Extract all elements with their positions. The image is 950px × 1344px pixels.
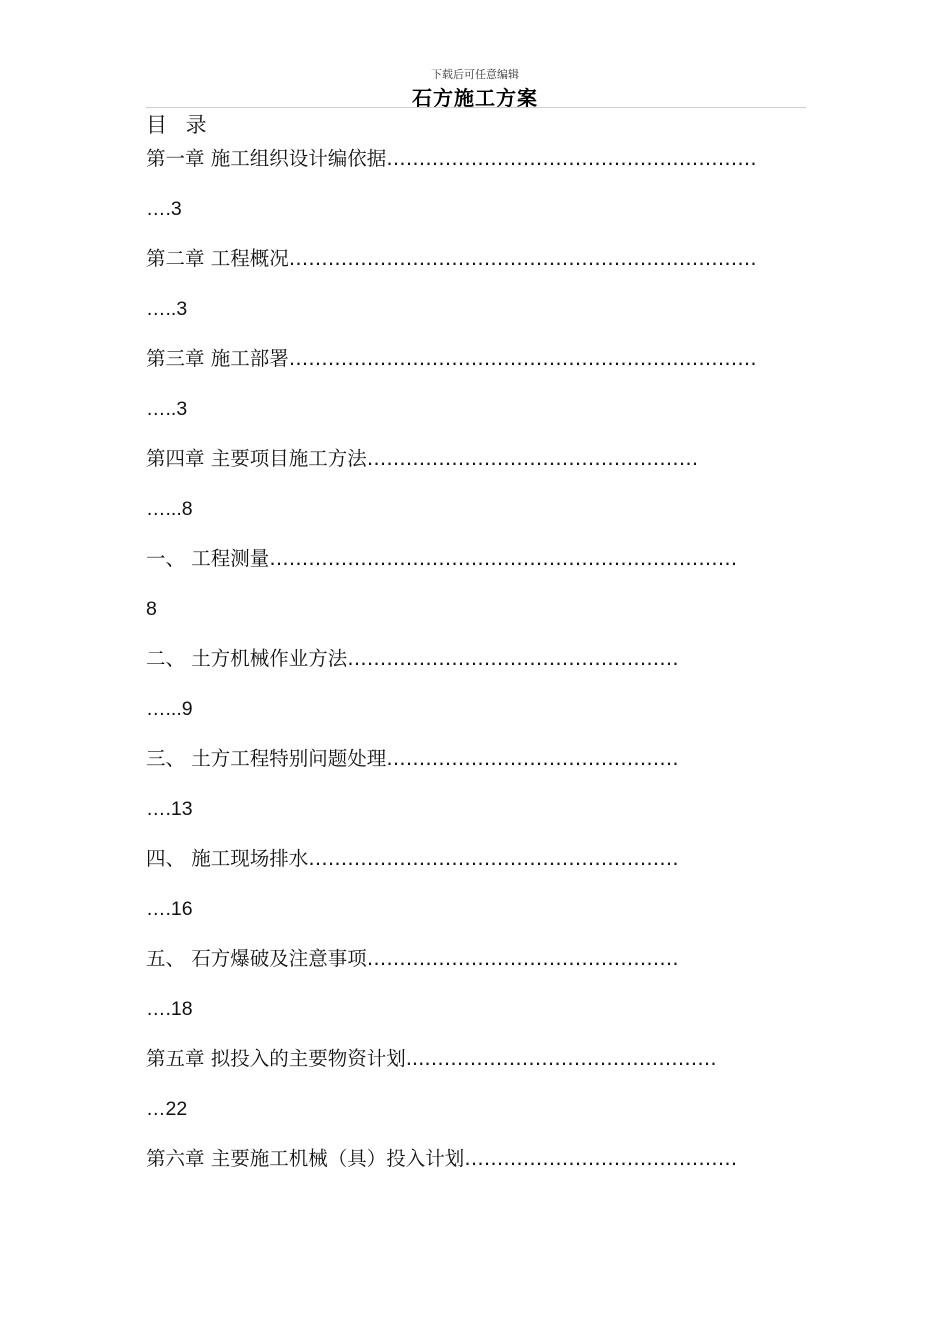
- toc-entry-chapter-5[interactable]: [146, 1040, 806, 1140]
- toc-heading: 目 录: [146, 113, 213, 137]
- toc-entry-title: 第五章 拟投入的主要物资计划...………………………………………: [146, 1047, 717, 1070]
- toc-entry-chapter-3[interactable]: [146, 340, 806, 440]
- toc-entry-section-3[interactable]: [146, 740, 806, 840]
- toc-entry-page: ….16: [146, 898, 193, 920]
- toc-entry-page: …..3: [146, 398, 188, 420]
- toc-entry-title: 第一章 施工组织设计编依据…………………………………………………: [146, 147, 757, 170]
- toc-entry-section-4[interactable]: [146, 840, 806, 940]
- toc-entry-chapter-2[interactable]: [146, 240, 806, 340]
- toc-entry-title: 四、 施工现场排水…………………………………………………: [146, 847, 679, 870]
- toc-entry-page: …...8: [146, 498, 193, 520]
- toc-entry-page: …22: [146, 1098, 188, 1120]
- toc-entry-title: 一、 工程测量………………………………………………………………: [146, 547, 738, 570]
- toc-entry-chapter-6[interactable]: [146, 1140, 806, 1240]
- toc-entry-page: …...9: [146, 698, 193, 720]
- toc-entry-title: 第六章 主要施工机械（具）投入计划……………………………………: [146, 1147, 738, 1170]
- toc-entry-title: 二、 土方机械作业方法……………………………………………: [146, 647, 679, 670]
- table-of-contents: [146, 140, 806, 1240]
- toc-entry-title: 三、 土方工程特别问题处理………………………………………: [146, 747, 679, 770]
- toc-entry-section-5[interactable]: [146, 940, 806, 1040]
- toc-entry-title: 第四章 主要项目施工方法……………………………………………: [146, 447, 699, 470]
- toc-entry-title: 五、 石方爆破及注意事项…………………………………………: [146, 947, 679, 970]
- toc-entry-page: …..3: [146, 298, 188, 320]
- toc-entry-title: 第二章 工程概况………………………………………………………………: [146, 247, 757, 270]
- toc-entry-page: 8: [146, 598, 157, 620]
- toc-entry-page: ….3: [146, 198, 182, 220]
- toc-entry-section-1[interactable]: [146, 540, 806, 640]
- toc-entry-section-2[interactable]: [146, 640, 806, 740]
- toc-entry-title: 第三章 施工部署………………………………………………………………: [146, 347, 757, 370]
- toc-entry-chapter-1[interactable]: [146, 140, 806, 240]
- toc-entry-chapter-4[interactable]: [146, 440, 806, 540]
- document-title: 石方施工方案: [412, 86, 538, 110]
- toc-entry-page: ….13: [146, 798, 193, 820]
- header-divider: [146, 107, 806, 108]
- toc-entry-page: ….18: [146, 998, 193, 1020]
- header-note: 下载后可任意编辑: [431, 68, 519, 81]
